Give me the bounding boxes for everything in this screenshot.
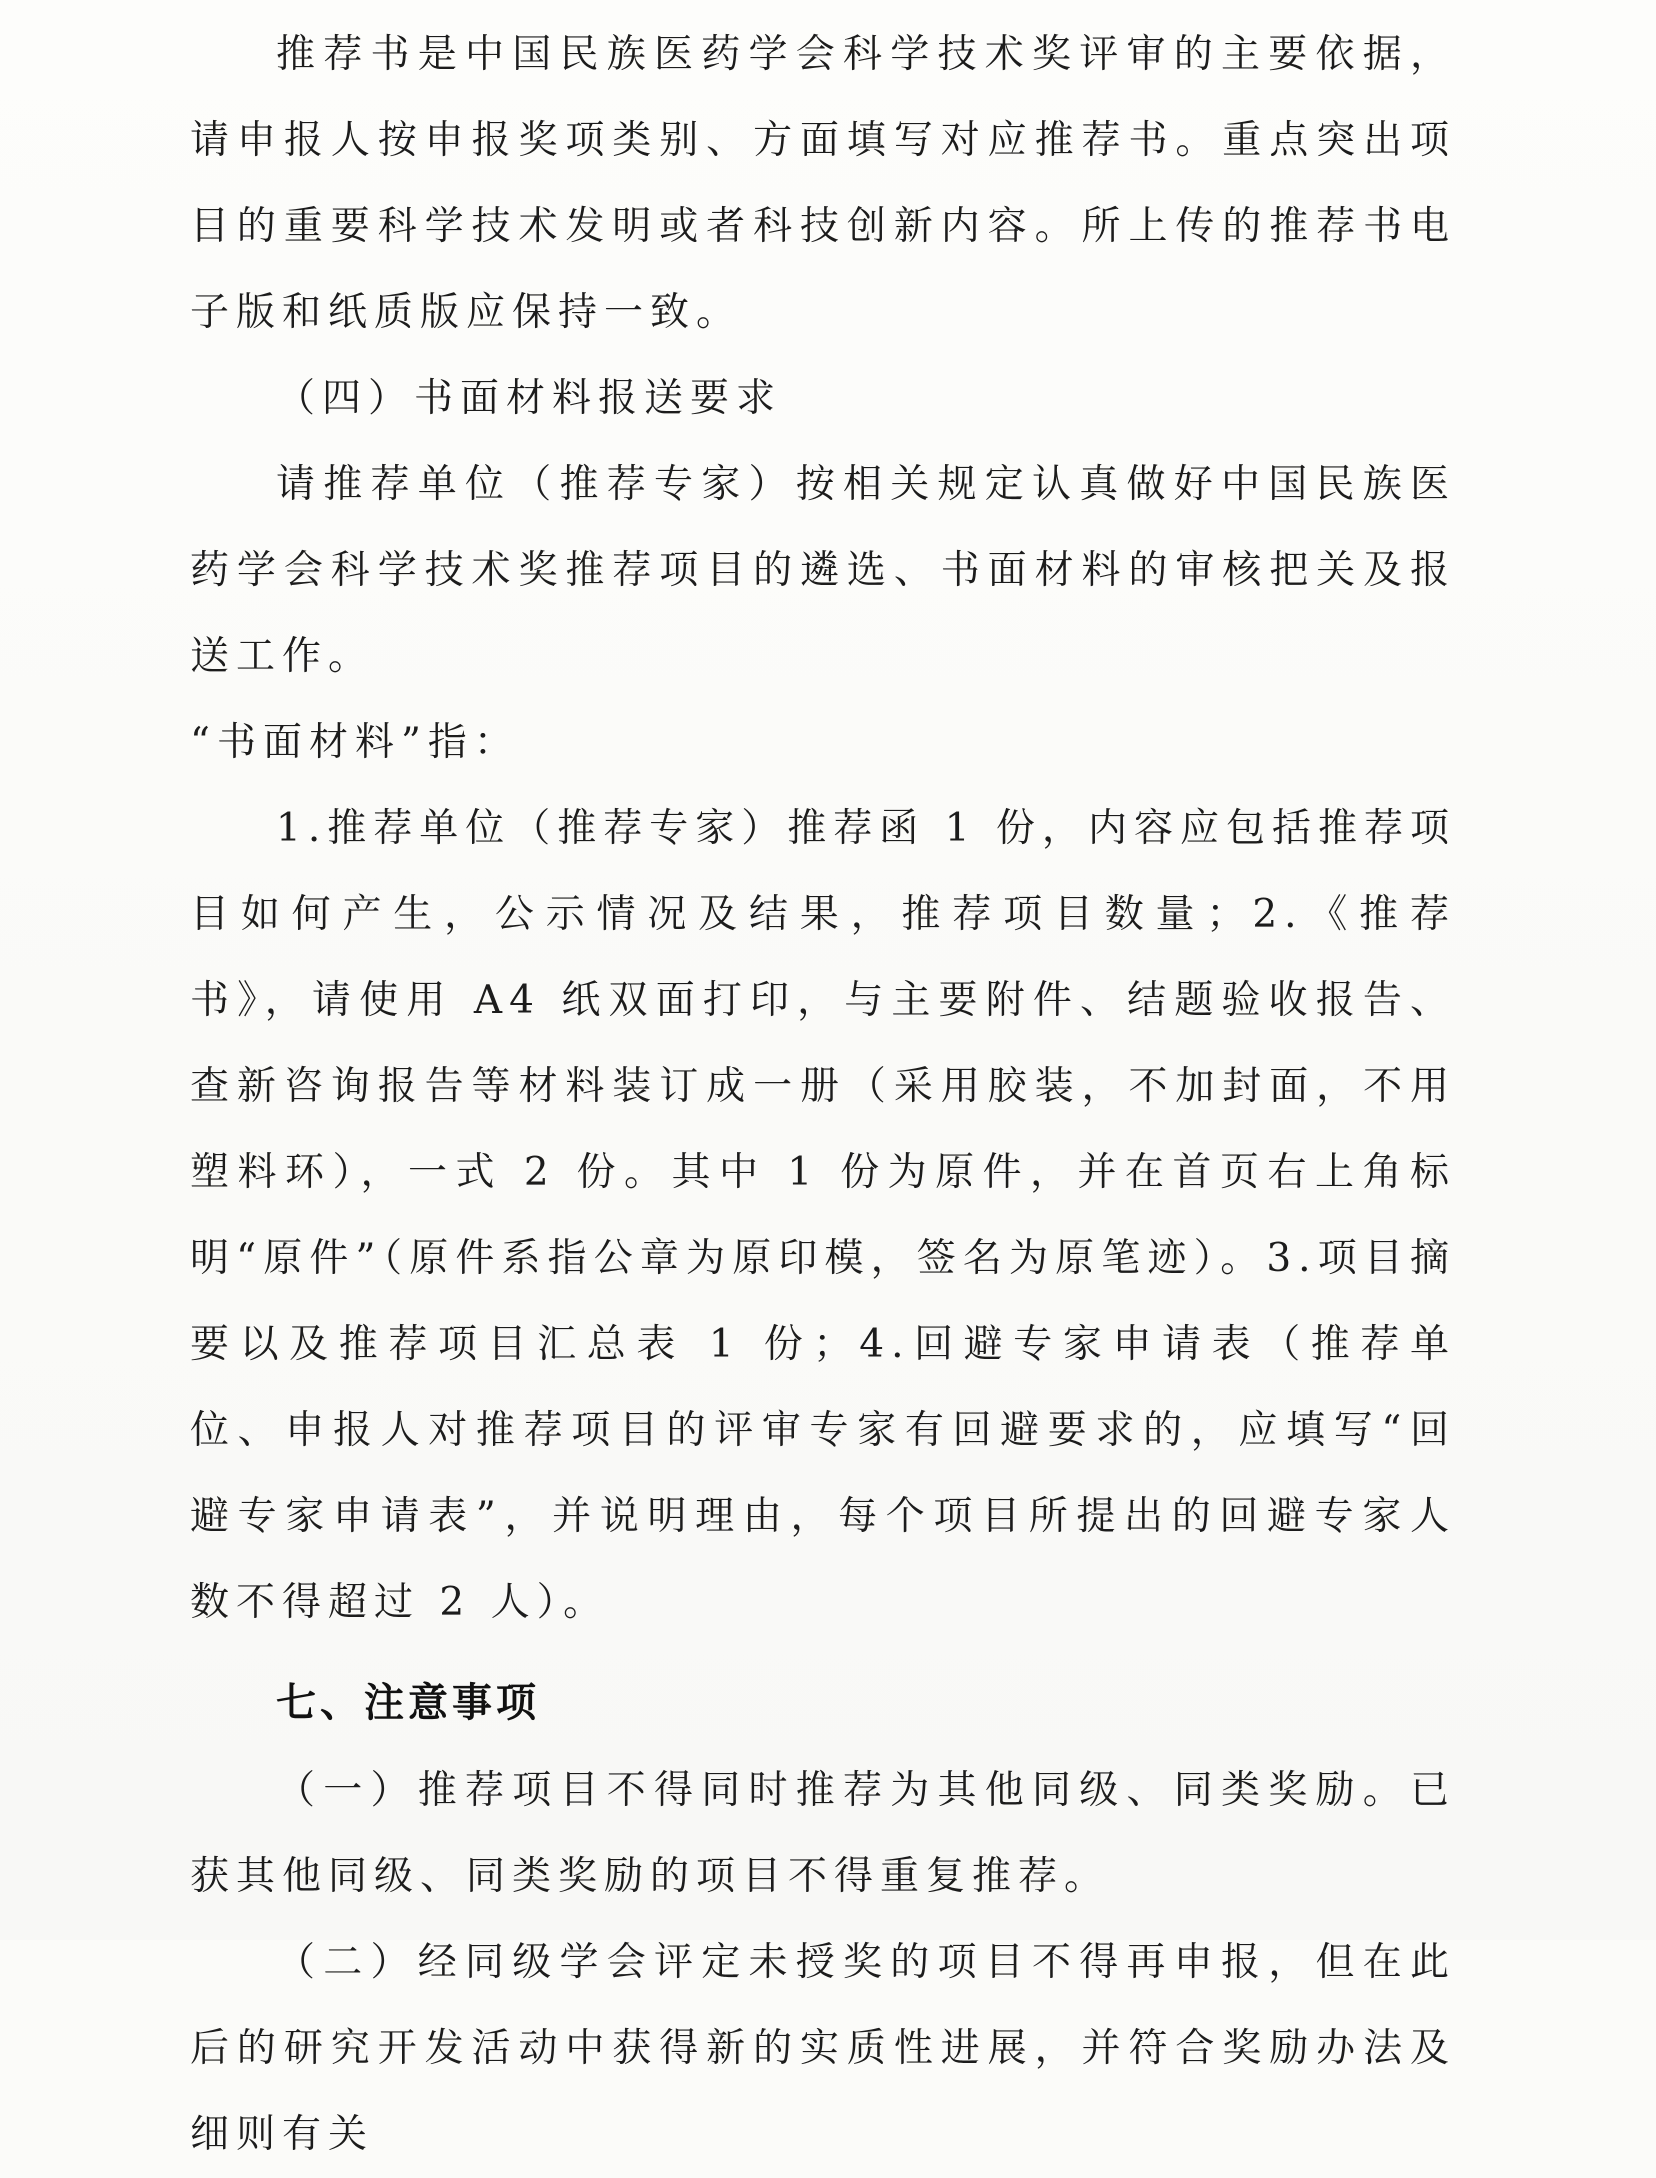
- subheading-written-materials: （四）书面材料报送要求: [276, 376, 783, 421]
- paragraph-recommendation-basis: 推荐书是中国民族医药学会科学技术奖评审的主要依据，请申报人按申报奖项类别、方面填写对应推荐书。重点突出项目的重要科学技术发明或者科技创新内容。所上传的推荐书电子版和纸质版应保持一致。: [190, 32, 1456, 335]
- paragraph-materials-list: 1.推荐单位（推荐专家）推荐函 1 份，内容应包括推荐项目如何产生，公示情况及结果，推荐项目数量；2.《推荐书》，请使用 A4 纸双面打印，与主要附件、结题验收报告、查新咨询报告等材料装订成一册（采用胶装，不加封面，不用塑料环），一式 2 份。其中 1 份为原件，并在首页右上角标明“原件”（原件系指公章为原印模，签名为原笔迹）。3.项目摘要以及推荐项目汇总表 1 份；4.回避专家申请表（推荐单位、申报人对推荐项目的评审专家有回避要求的，应填写“回避专家申请表”，并说明理由，每个项目所提出的回避专家人数不得超过 2 人）。: [190, 806, 1456, 1625]
- paragraph-recommending-unit: 请推荐单位（推荐专家）按相关规定认真做好中国民族医药学会科学技术奖推荐项目的遴选、书面材料的审核把关及报送工作。: [190, 462, 1456, 679]
- section-heading-notes: 七、注意事项: [276, 1680, 540, 1726]
- document-body: [190, 12, 1456, 2178]
- note-item-1: （一）推荐项目不得同时推荐为其他同级、同类奖励。已获其他同级、同类奖励的项目不得重复推荐。: [190, 1768, 1456, 1899]
- paragraph-materials-definition: “书面材料”指：: [190, 720, 520, 765]
- note-item-2: （二）经同级学会评定未授奖的项目不得再申报，但在此后的研究开发活动中获得新的实质性进展，并符合奖励办法及细则有关: [190, 1940, 1456, 2157]
